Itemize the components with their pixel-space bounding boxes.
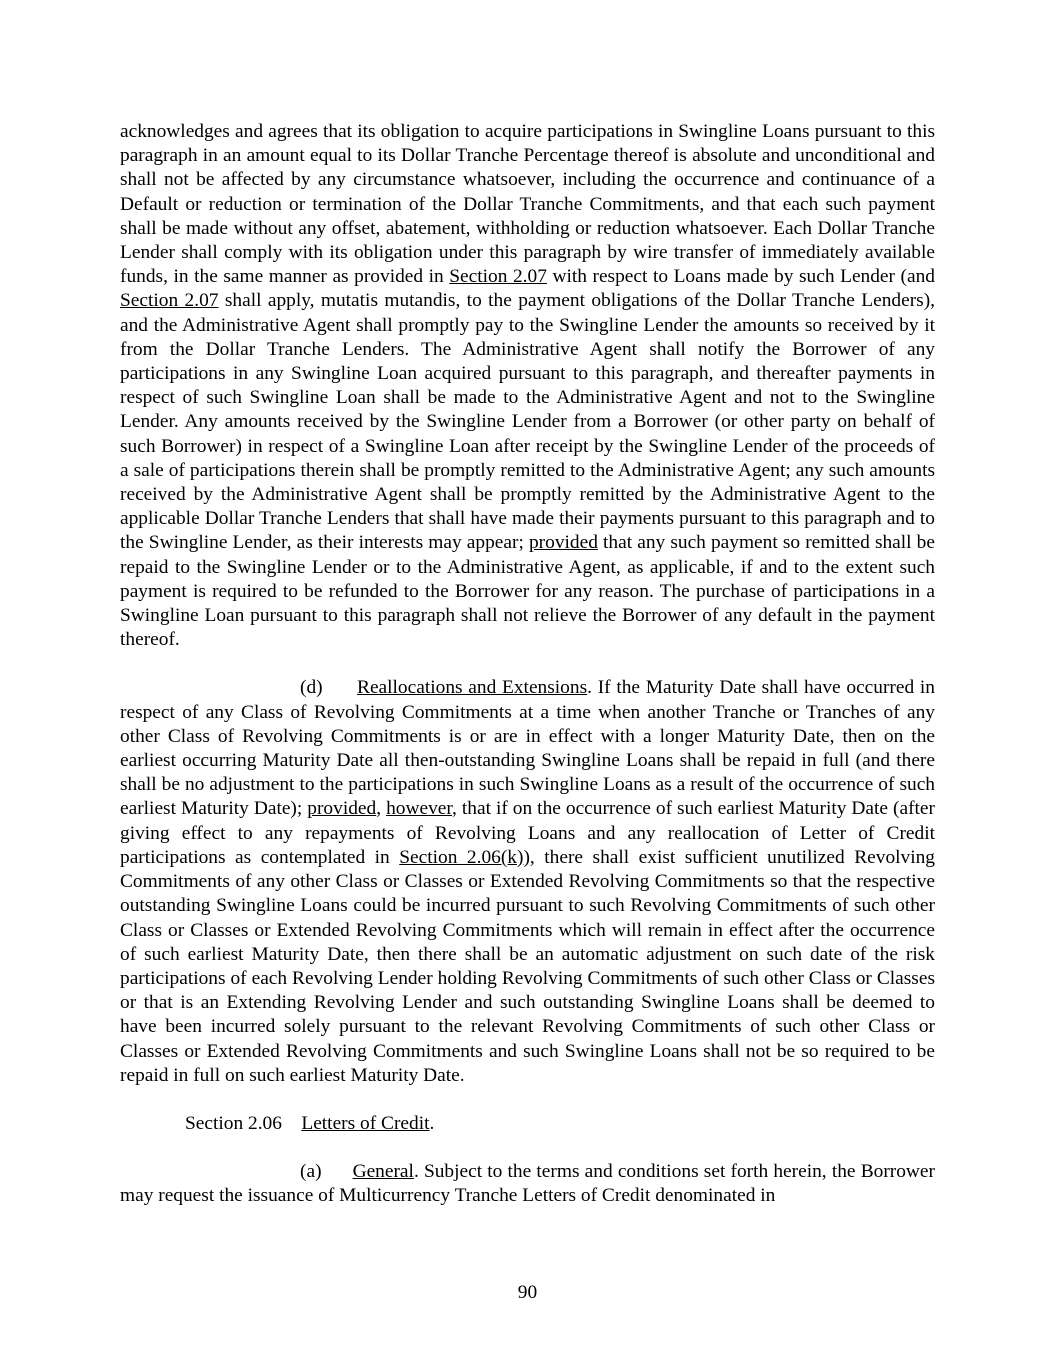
spacer bbox=[322, 1161, 353, 1182]
spacer bbox=[323, 677, 357, 698]
paragraph-text-cont-1: with respect to Loans made by such Lender (and bbox=[546, 266, 936, 288]
section-reference-207-a: Section 2.07 bbox=[449, 266, 547, 288]
paragraph-d-text-1: . If the Maturity Date shall have occurred in respect of any Class of Revolving Commitments at a time when another Tranche or Tranches of any other Class of Revolving Commitments is or are in effect with a longer Maturity Date, then on the earliest occurring Maturity Date all then-outstanding Swingline Loans shall be repaid in full (and there shall be no adjustment to the participations in such Swingline Loans as a result of the occurrence of such earliest Maturity Date); bbox=[120, 677, 936, 820]
provided-emphasis: provided bbox=[528, 532, 598, 554]
paragraph-d-label: (d) bbox=[300, 677, 323, 699]
section-reference-207-b: Section 2.07 bbox=[120, 290, 219, 312]
provided-emphasis-d: provided bbox=[307, 798, 377, 820]
paragraph-text-cont-3: that any such payment so remitted shall be repaid to the Swingline Lender or to the Administrative Agent, as applicable, if and to the extent such payment is required to be refunded to the Borrower for any reason. The purchase of participations in a Swingline Loan pursuant to this paragraph shall not relieve the Borrower of any default in the payment thereof. bbox=[120, 532, 935, 651]
paragraph-d-text-2: , bbox=[376, 798, 387, 820]
section-reference-206k: Section 2.06(k) bbox=[399, 846, 524, 868]
paragraph-a-label: (a) bbox=[300, 1161, 322, 1183]
paragraph-a-text: . Subject to the terms and conditions set forth herein, the Borrower may request the issuance of Multicurrency Tranche Letters of Credit denominated in bbox=[120, 1161, 935, 1207]
paragraph-a-heading: General bbox=[352, 1161, 414, 1183]
section-heading-206 bbox=[120, 1112, 935, 1136]
section-title: Letters of Credit bbox=[301, 1112, 430, 1134]
paragraph-d-heading: Reallocations and Extensions bbox=[357, 677, 588, 699]
page-content bbox=[120, 120, 935, 1209]
paragraph-d-text-3: , that if on the occurrence of such earliest Maturity Date (after giving effect to any repayments of Revolving Loans and any reallocation of Letter of Credit participations as contemplated in bbox=[120, 798, 935, 868]
spacer bbox=[282, 1113, 301, 1134]
paragraph-a bbox=[120, 1160, 935, 1208]
however-emphasis-d: however bbox=[386, 798, 453, 820]
paragraph-text-cont-2: shall apply, mutatis mutandis, to the payment obligations of the Dollar Tranche Lenders), and the Administrative Agent shall promptly pay to the Swingline Lender the amounts so received by it from the Dollar Tranche Lenders. The Administrative Agent shall notify the Borrower of any participations in any Swingline Loan acquired pursuant to this paragraph, and thereafter payments in respect of such Swingline Loan shall be made to the Administrative Agent and not to the Swingline Lender. Any amounts received by the Swingline Lender from a Borrower (or other party on behalf of such Borrower) in respect of a Swingline Loan after receipt by the Swingline Lender of the proceeds of a sale of participations therein shall be promptly remitted to the Administrative Agent; any such amounts received by the Administrative Agent shall be promptly remitted by the Administrative Agent to the applicable Dollar Tranche Lenders that shall have made their payments pursuant to this paragraph and to the Swingline Lender, as their interests may appear; bbox=[120, 290, 935, 554]
section-period: . bbox=[429, 1112, 435, 1134]
section-number: Section 2.06 bbox=[185, 1112, 282, 1134]
paragraph-text: acknowledges and agrees that its obligation to acquire participations in Swingline Loans pursuant to this paragraph in an amount equal to its Dollar Tranche Percentage thereof is absolute and unconditional and shall not be affected by any circumstance whatsoever, including the occurrence and continuance of a Default or reduction or termination of the Dollar Tranche Commitments, and that each such payment shall be made without any offset, abatement, withholding or reduction whatsoever. Each Dollar Tranche Lender shall comply with its obligation under this paragraph by wire transfer of immediately available funds, in the same manner as provided in bbox=[120, 121, 935, 288]
paragraph-continuation bbox=[120, 120, 935, 652]
paragraph-d bbox=[120, 676, 935, 1087]
paragraph-d-text-4: ), there shall exist sufficient unutilized Revolving Commitments of any other Class or Classes or Extended Revolving Commitments so that the respective outstanding Swingline Loans could be incurred pursuant to such Revolving Commitments of such other Class or Classes or Extended Revolving Commitments which will remain in effect after the occurrence of such earliest Maturity Date, then there shall be an automatic adjustment on such date of the risk participations of each Revolving Lender holding Revolving Commitments of such other Class or Classes or that is an Extending Revolving Lender and such outstanding Swingline Loans shall be deemed to have been incurred solely pursuant to the relevant Revolving Commitments of such other Class or Classes or Extended Revolving Commitments and such Swingline Loans shall not be so required to be repaid in full on such earliest Maturity Date. bbox=[120, 846, 935, 1086]
page-number: 90 bbox=[517, 1282, 538, 1303]
